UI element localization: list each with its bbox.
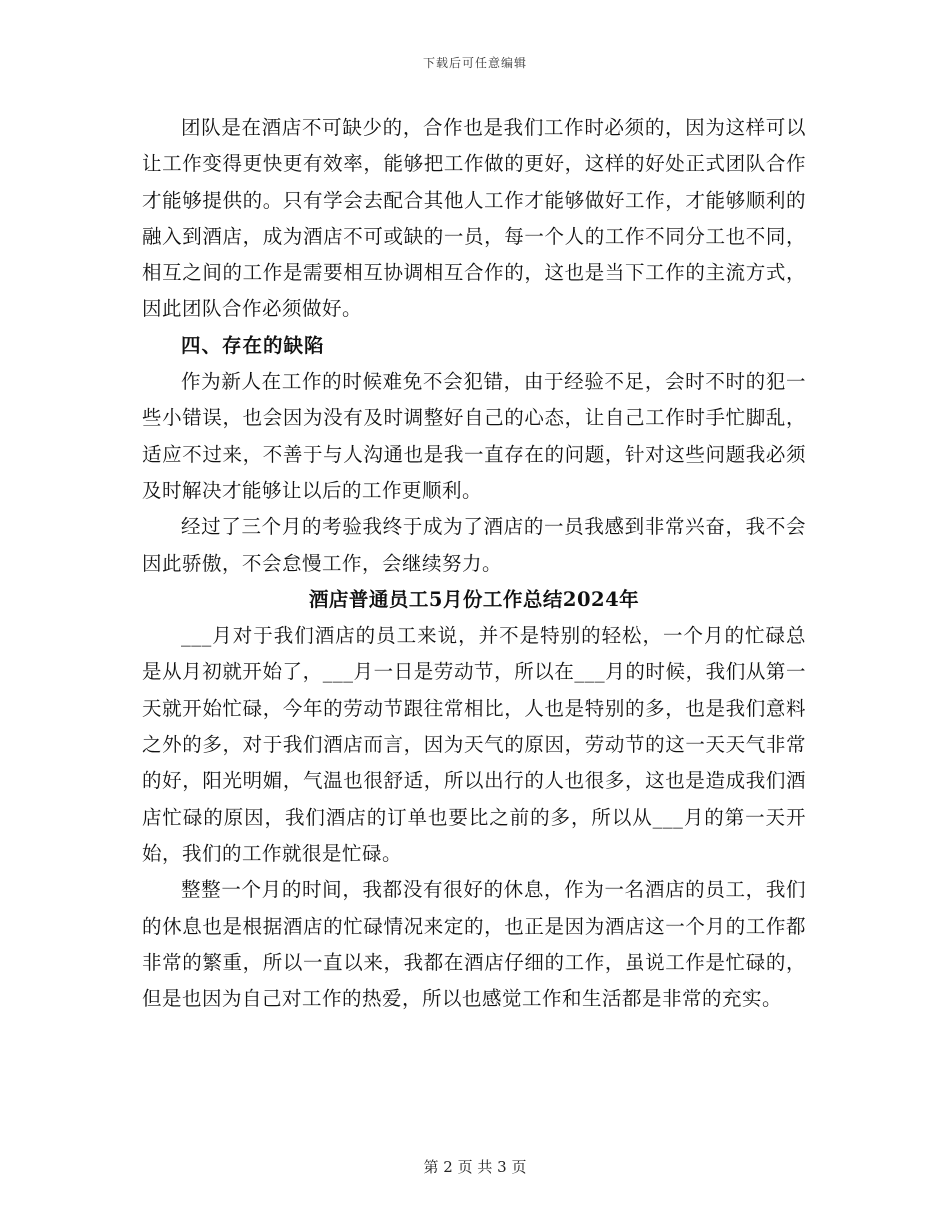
section-heading-shortcomings: 四、存在的缺陷 xyxy=(181,333,325,357)
document-body xyxy=(142,110,806,1017)
page-footer: 第 2 页 共 3 页 xyxy=(423,1158,527,1176)
document-title: 酒店普通员工5月份工作总结2024年 xyxy=(308,587,640,611)
paragraph-shortcomings: 作为新人在工作的时候难免不会犯错，由于经验不足，会时不时的犯一些小错误，也会因为没有及时调整好自己的心态，让自己工作时手忙脚乱，适应不过来，不善于与人沟通也是我一直存在的问题，针对这些问题我必须及时解决才能够让以后的工作更顺利。 xyxy=(142,370,806,502)
page-header: 下载后可任意编辑 xyxy=(422,56,527,70)
paragraph-teamwork: 团队是在酒店不可缺少的，合作也是我们工作时必须的，因为这样可以让工作变得更快更有效率，能够把工作做的更好，这样的好处正式团队合作才能够提供的。只有学会去配合其他人工作才能够做好工作，才能够顺利的融入到酒店，成为酒店不可或缺的一员，每一个人的工作不同分工也不同，相互之间的工作是需要相互协调相互合作的，这也是当下工作的主流方式，因此团队合作必须做好。 xyxy=(142,116,806,321)
paragraph-whole-month: 整整一个月的时间，我都没有很好的休息，作为一名酒店的员工，我们的休息也是根据酒店的忙碌情况来定的，也正是因为酒店这一个月的工作都非常的繁重，所以一直以来，我都在酒店仔细的工作，虽说工作是忙碌的，但是也因为自己对工作的热爱，所以也感觉工作和生活都是非常的充实。 xyxy=(142,878,806,1011)
paragraph-conclusion: 经过了三个月的考验我终于成为了酒店的一员我感到非常兴奋，我不会因此骄傲，不会怠慢工作，会继续努力。 xyxy=(142,515,806,575)
paragraph-may-busy: ___月对于我们酒店的员工来说，并不是特别的轻松，一个月的忙碌总是从月初就开始了，___月一日是劳动节，所以在___月的时候，我们从第一天就开始忙碌，今年的劳动节跟往常相比，人也是特别的多，也是我们意料之外的多，对于我们酒店而言，因为天气的原因，劳动节的这一天天气非常的好，阳光明媚，气温也很舒适，所以出行的人也很多，这也是造成我们酒店忙碌的原因，我们酒店的订单也要比之前的多，所以从___月的第一天开始，我们的工作就很是忙碌。 xyxy=(142,624,806,865)
